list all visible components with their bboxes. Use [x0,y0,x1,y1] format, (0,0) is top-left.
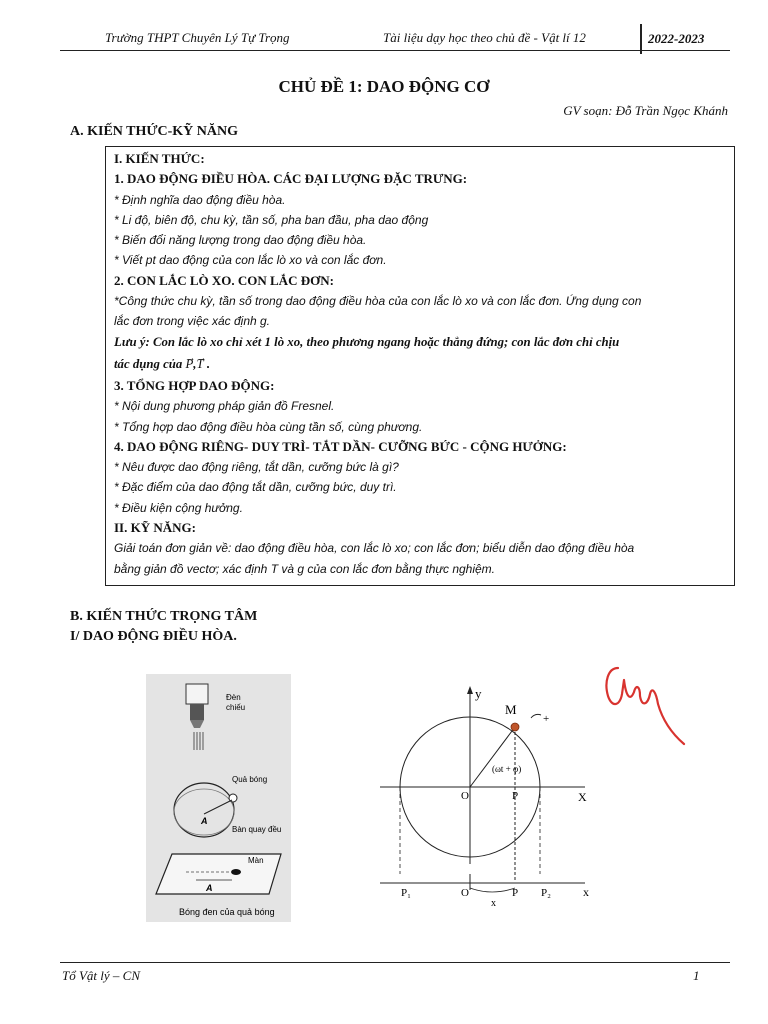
projection-experiment-figure [146,674,291,922]
knowledge-box [105,146,735,586]
x-axis-label: X [578,790,587,804]
origin-label: O [461,790,469,802]
section-a-heading: A. KIẾN THỨC-KỸ NĂNG [70,124,239,139]
box-topic-4: 4. DAO ĐỘNG RIÊNG- DUY TRÌ- TẮT DẦN- CƯỠNG BỨC - CỘNG HƯỞNG: [114,438,567,454]
period: . [206,356,211,371]
lamp-icon [186,684,208,704]
figure-caption: Bóng đen của quả bóng [179,907,275,917]
displacement-brace [470,888,515,892]
footer-rule [60,962,730,963]
point-m [511,723,519,731]
p2-label: P₂ [541,887,551,899]
plus-label: + [543,713,550,725]
p-label: P [512,790,519,802]
header-material: Tài liệu dạy học theo chủ đề - Vật lí 12 [383,30,586,45]
box-item: bằng giản đồ vectơ; xác định T và g của con lắc đơn bằng thực nghiệm. [114,561,496,576]
phasor-line [470,727,515,787]
shadow-spot [231,869,241,875]
disk-label: Bàn quay đều [232,825,282,834]
page-number: 1 [693,968,700,983]
box-note: Lưu ý: Con lắc lò xo chỉ xét 1 lò xo, theo phương ngang hoặc thẳng đứng; con lắc đơn chỉ chịu [114,334,620,349]
subsection-heading: I/ DAO ĐỘNG ĐIỀU HÒA. [70,629,237,644]
box-item: * Li độ, biên độ, chu kỳ, tần số, pha ban đầu, pha dao động [114,212,429,227]
handwritten-signature [600,656,692,752]
box-item: * Viết pt dao động của con lắc lò xo và con lắc đơn. [114,253,387,268]
box-item: * Điều kiện cộng hưởng. [114,500,243,515]
box-heading-knowledge: I. KIẾN THỨC: [114,151,205,166]
header-school: Trường THPT Chuyên Lý Tự Trọng [105,30,290,45]
header-rule [60,50,730,51]
lower-p-label: P [512,887,519,899]
p1-label: P₁ [401,887,411,899]
lower-x-label: x [583,885,589,899]
lamp-label: Đèn [226,693,241,702]
box-item: * Định nghĩa dao động điều hòa. [114,192,286,207]
box-topic-3: 3. TỔNG HỢP DAO ĐỘNG: [114,377,275,393]
lamp-body [190,704,204,720]
box-topic-1: 1. DAO ĐỘNG ĐIỀU HÒA. CÁC ĐẠI LƯỢNG ĐẶC TRƯNG: [114,171,468,187]
box-item: * Đặc điểm của dao động tắt dần, cưỡng bức, duy trì. [114,480,397,495]
y-arrow-icon [467,686,473,694]
m-label: M [505,702,517,717]
box-item: *Công thức chu kỳ, tần số trong dao động điều hòa của con lắc lò xo và con lắc đơn. Ứng dụng con [114,294,642,309]
box-item: lắc đơn trong việc xác định g. [114,314,271,329]
comma: , [193,356,197,371]
lower-origin-label: O [461,887,469,899]
y-label: y [475,686,482,701]
box-note-text: tác dụng của [114,356,183,371]
screen-label: Màn [248,856,264,865]
author-line: GV soạn: Đỗ Trần Ngọc Khánh [563,103,728,118]
footer-department: Tổ Vật lý – CN [62,968,141,983]
vector-p: → P [185,357,193,371]
box-note-forces [114,352,726,376]
amplitude-label-2: A [206,883,213,893]
phasor-figure [375,684,600,909]
page-title: CHỦ ĐỀ 1: DAO ĐỘNG CƠ [278,77,490,96]
ball-label: Quả bóng [232,775,268,784]
box-item: Giải toán đơn giản về: dao động điều hòa, con lắc lò xo; con lắc đơn; biểu diễn dao động điều hòa [114,541,635,556]
vector-t: → T [197,357,204,371]
phase-label: (ωt + φ) [492,764,522,774]
box-item: * Nội dung phương pháp giản đồ Fresnel. [114,399,335,414]
displacement-label: x [491,898,496,909]
lamp-label-2: chiếu [226,703,246,712]
amplitude-label-1: A [201,816,208,826]
box-item: * Biến đổi năng lượng trong dao động điều hòa. [114,233,367,248]
box-topic-2: 2. CON LẮC LÒ XO. CON LẮC ĐƠN: [114,272,334,288]
section-b-heading: B. KIẾN THỨC TRỌNG TÂM [70,609,258,624]
box-item: * Tổng hợp dao động điều hòa cùng tần số, cùng phương. [114,419,423,434]
box-item: * Nêu được dao động riêng, tắt dần, cưỡng bức là gì? [114,460,399,475]
box-heading-skills: II. KỸ NĂNG: [114,520,196,536]
header-year: 2022-2023 [648,31,705,46]
rotation-arrow-icon [531,714,541,718]
